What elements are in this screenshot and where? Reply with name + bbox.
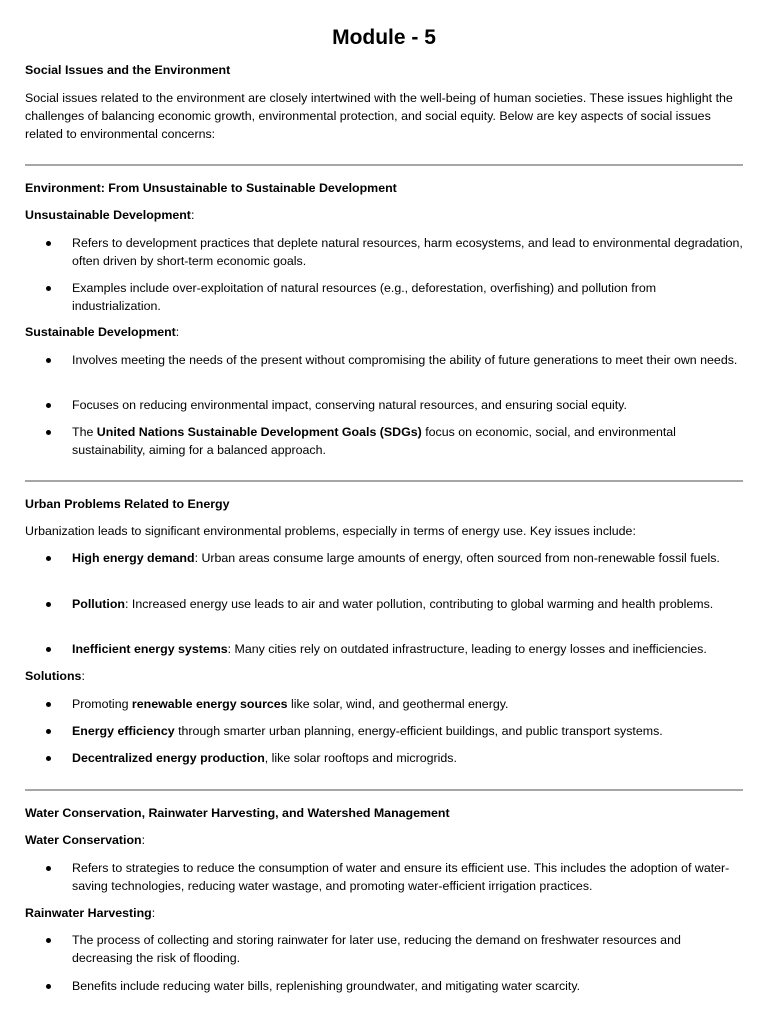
bullet-icon <box>46 647 51 652</box>
bullet-icon <box>46 729 51 734</box>
text-run: , like solar rooftops and microgrids. <box>264 751 457 765</box>
list-item-text <box>72 549 743 567</box>
subheading-colon: : <box>141 833 146 847</box>
bullet-icon <box>46 984 51 989</box>
section-heading-water: Water Conservation, Rainwater Harvesting, and Watershed Management <box>25 806 450 820</box>
list-item <box>25 279 743 315</box>
list-item <box>25 749 743 767</box>
subheading-colon: : <box>81 669 85 683</box>
list-item-text: Benefits include reducing water bills, replenishing groundwater, and mitigating water scarcity. <box>72 979 581 993</box>
list-item <box>25 640 743 658</box>
list-item <box>25 695 743 713</box>
list-item-text <box>72 595 743 613</box>
list-item-text: Refers to development practices that deplete natural resources, harm ecosystems, and lead to environmental degradation, often driven by short-term economic goals. <box>72 236 743 268</box>
list-item-text: Focuses on reducing environmental impact, conserving natural resources, and ensuring social equity. <box>72 398 627 412</box>
intro-heading: Social Issues and the Environment <box>25 63 231 77</box>
subheading-sustainable <box>25 323 743 341</box>
subheading-label: Solutions <box>25 669 82 683</box>
intro-paragraph: Social issues related to the environment are closely intertwined with the well-being of human societies. These issues highlight the challenges of balancing economic growth, environmental protection, and social equity. Below are key aspects of social issues related to environmental concerns: <box>25 91 733 141</box>
list-item <box>25 351 743 369</box>
text-run: Promoting <box>72 697 132 711</box>
page-title: Module - 5 <box>332 26 436 49</box>
term: renewable energy sources <box>131 697 288 711</box>
subheading-label: Water Conservation <box>25 833 142 847</box>
text-run: focus on economic, social, and environmental sustainability, aiming for a balanced approach. <box>72 425 676 457</box>
section-divider <box>25 789 743 791</box>
section-divider <box>25 164 743 166</box>
list-item <box>25 722 743 740</box>
subheading-colon: : <box>151 906 156 920</box>
bullet-icon <box>46 286 51 291</box>
bullet-icon <box>46 602 51 607</box>
subheading-water-conservation <box>25 831 743 849</box>
bullet-icon <box>46 702 51 707</box>
list-item <box>25 234 743 270</box>
bullet-icon <box>46 241 51 246</box>
text-run: : Many cities rely on outdated infrastructure, leading to energy losses and inefficiencies. <box>227 642 707 656</box>
list-item <box>25 423 743 459</box>
subheading-rainwater-harvesting <box>25 904 743 922</box>
text-run: : Urban areas consume large amounts of energy, often sourced from non-renewable fossil fuels. <box>194 551 720 565</box>
list-item-text <box>72 722 743 740</box>
section-intro: Urbanization leads to significant environmental problems, especially in terms of energy use. Key issues include: <box>25 524 636 538</box>
list-item-text: Refers to strategies to reduce the consumption of water and ensure its efficient use. This includes the adoption of water-saving technologies, reducing water wastage, and promoting water-efficient irrigation practices. <box>72 861 730 893</box>
text-run: : Increased energy use leads to air and water pollution, contributing to global warming and health problems. <box>125 597 714 611</box>
list-item <box>25 396 743 414</box>
bullet-icon <box>46 756 51 761</box>
subheading-colon: : <box>175 325 180 339</box>
bullet-icon <box>46 866 51 871</box>
list-item-text <box>72 423 743 459</box>
bullet-icon <box>46 358 51 363</box>
subheading-solutions <box>25 667 743 685</box>
subheading-label: Unsustainable Development <box>25 208 191 222</box>
text-run: The <box>72 425 97 439</box>
term: High energy demand <box>72 551 195 565</box>
text-run: through smarter urban planning, energy-efficient buildings, and public transport systems. <box>174 724 663 738</box>
term: Inefficient energy systems <box>72 642 228 656</box>
sdg-term: United Nations Sustainable Development Goals (SDGs) <box>96 425 422 439</box>
list-item-text: Involves meeting the needs of the present without compromising the ability of future generations to meet their own needs. <box>72 353 738 367</box>
text-run: like solar, wind, and geothermal energy. <box>287 697 509 711</box>
bullet-icon <box>46 556 51 561</box>
term: Energy efficiency <box>72 724 175 738</box>
section-heading-sustainable-development: Environment: From Unsustainable to Sustainable Development <box>25 181 397 195</box>
bullet-icon <box>46 938 51 943</box>
list-item-text: The process of collecting and storing rainwater for later use, reducing the demand on freshwater resources and decreasing the risk of flooding. <box>72 933 681 965</box>
subheading-label: Sustainable Development <box>25 325 176 339</box>
bullet-icon <box>46 430 51 435</box>
list-item <box>25 931 743 967</box>
list-item <box>25 549 743 567</box>
list-item-text: Examples include over-exploitation of natural resources (e.g., deforestation, overfishing) and pollution from industrialization. <box>72 281 657 313</box>
term: Decentralized energy production <box>72 751 265 765</box>
list-item <box>25 595 743 613</box>
subheading-unsustainable <box>25 206 743 224</box>
subheading-colon: : <box>190 208 195 222</box>
subheading-label: Rainwater Harvesting <box>25 906 152 920</box>
list-item-text <box>72 640 743 658</box>
list-item <box>25 977 743 995</box>
list-item-text <box>72 695 743 713</box>
section-divider <box>25 480 743 482</box>
list-item <box>25 859 743 895</box>
section-heading-urban-energy: Urban Problems Related to Energy <box>25 497 230 511</box>
list-item-text <box>72 749 743 767</box>
term: Pollution <box>72 597 125 611</box>
bullet-icon <box>46 403 51 408</box>
